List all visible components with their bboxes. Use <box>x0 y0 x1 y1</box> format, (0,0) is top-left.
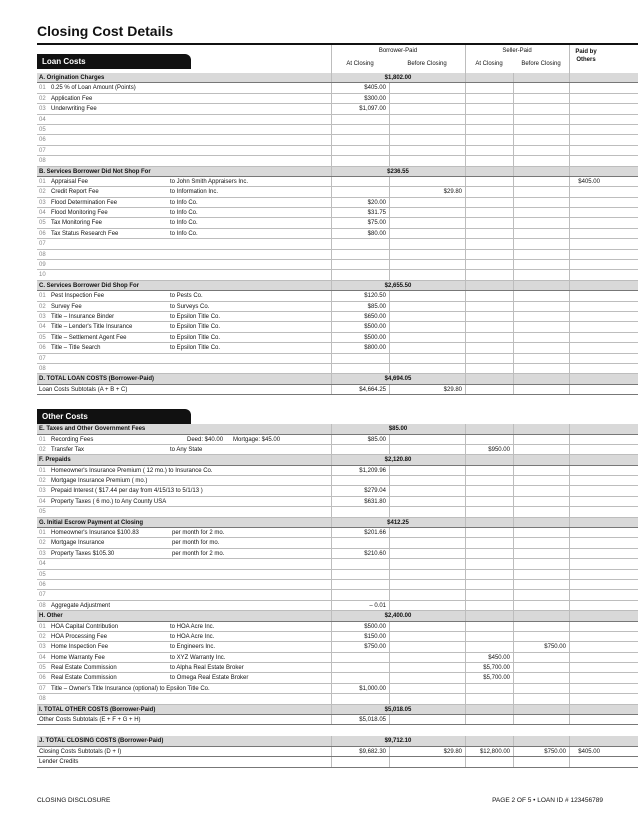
line-number: 05 <box>39 334 46 341</box>
line-number: 06 <box>39 137 46 144</box>
table-row <box>37 528 638 538</box>
per-month: per month for 2 mo. <box>172 530 225 537</box>
line-number: 03 <box>39 313 46 320</box>
table-row <box>37 115 638 125</box>
loan-costs-total <box>37 374 638 384</box>
payee: to Epsilon Title Co. <box>170 345 221 352</box>
footer <box>37 797 603 804</box>
table-row <box>37 653 638 663</box>
closing-cost-page <box>37 0 638 804</box>
subtotal-label: Closing Costs Subtotals (D + I) <box>39 748 122 755</box>
line-description: Credit Report Fee <box>51 189 99 196</box>
section-total: $2,655.50 <box>384 282 412 289</box>
amount-bc: $201.66 <box>364 530 386 537</box>
line-description: 0.25 % of Loan Amount (Points) <box>51 85 136 92</box>
line-number: 02 <box>39 95 46 102</box>
line-description: Title – Owner's Title Insurance (optional) to Epsilon Title Co. <box>51 685 210 692</box>
table-row <box>37 218 638 228</box>
line-number: 10 <box>39 272 46 279</box>
amount-sc: $950.00 <box>488 446 510 453</box>
subtotal-label: Other Costs Subtotals (E + F + G + H) <box>39 717 141 724</box>
amount-po: $405.00 <box>578 748 600 755</box>
per-month: per month for 2 mo. <box>172 550 225 557</box>
table-row <box>37 580 638 590</box>
table-row <box>37 198 638 208</box>
line-description: Homeowner's Insurance Premium ( 12 mo.) to Insurance Co. <box>51 467 213 474</box>
loan-section-heading <box>37 281 638 291</box>
table-row <box>37 507 638 517</box>
amount-bc: $800.00 <box>364 345 386 352</box>
line-description: Application Fee <box>51 95 93 102</box>
line-description: Appraisal Fee <box>51 178 89 185</box>
payee: to Info Co. <box>170 230 198 237</box>
line-number: 04 <box>39 324 46 331</box>
line-number: 01 <box>39 293 46 300</box>
amount-bc: $75.00 <box>367 220 386 227</box>
payee: to Engineers Inc. <box>170 644 216 651</box>
line-number: 02 <box>39 446 46 453</box>
total-label: J. TOTAL CLOSING COSTS (Borrower-Paid) <box>39 738 164 745</box>
amount-bc: $9,682.30 <box>359 748 386 755</box>
payee: to Info Co. <box>170 210 198 217</box>
line-description: Mortgage Insurance Premium ( mo.) <box>51 478 148 485</box>
line-description: Flood Monitoring Fee <box>51 210 108 217</box>
line-description: Real Estate Commission <box>51 675 117 682</box>
line-number: 06 <box>39 230 46 237</box>
loan-section-heading <box>37 73 638 83</box>
line-description: Home Inspection Fee <box>51 644 109 651</box>
amount-bc: $20.00 <box>367 199 386 206</box>
subtotal-before-closing: $29.80 <box>443 386 462 393</box>
amount-po: $405.00 <box>578 178 600 185</box>
section-total: $412.25 <box>387 519 409 526</box>
line-description: Property Taxes $105.30 <box>51 550 115 557</box>
total-label: D. TOTAL LOAN COSTS (Borrower-Paid) <box>39 376 155 383</box>
section-heading: C. Services Borrower Did Shop For <box>39 282 140 289</box>
table-row <box>37 135 638 145</box>
line-description: Underwriting Fee <box>51 106 97 113</box>
paid-by-others-header: Paid by Others <box>575 49 597 63</box>
line-description: Title – Settlement Agent Fee <box>51 334 127 341</box>
amount-sc: $5,700.00 <box>483 665 510 672</box>
line-number: 05 <box>39 665 46 672</box>
section-heading: H. Other <box>39 613 63 620</box>
amount-bc: $85.00 <box>367 303 386 310</box>
table-row <box>37 538 638 548</box>
table-row <box>37 632 638 642</box>
column-header <box>37 45 638 73</box>
line-number: 06 <box>39 581 46 588</box>
total-value: $5,018.05 <box>384 706 412 713</box>
loan-costs-subtotal <box>37 385 638 395</box>
table-row <box>37 229 638 239</box>
line-description: Aggregate Adjustment <box>51 602 111 609</box>
amount-bc: $279.04 <box>364 488 386 495</box>
loan-section-heading <box>37 167 638 177</box>
payee: to Info Co. <box>170 220 198 227</box>
lender-credits-row <box>37 757 638 767</box>
table-row <box>37 673 638 683</box>
line-number: 08 <box>39 365 46 372</box>
payee: to Epsilon Title Co. <box>170 324 221 331</box>
section-g-heading <box>37 518 638 528</box>
payee: to HOA Acre Inc. <box>170 633 215 640</box>
table-row <box>37 622 638 632</box>
amount-bc: $500.00 <box>364 334 386 341</box>
line-number: 05 <box>39 126 46 133</box>
table-row <box>37 239 638 249</box>
line-number: 09 <box>39 262 46 269</box>
line-number: 05 <box>39 509 46 516</box>
closing-costs-subtotal <box>37 747 638 757</box>
amount-bc: $85.00 <box>367 436 386 443</box>
line-number: 08 <box>39 158 46 165</box>
line-number: 01 <box>39 623 46 630</box>
line-description: Home Warranty Fee <box>51 654 105 661</box>
amount-bc: $120.50 <box>364 293 386 300</box>
line-description: Title – Insurance Binder <box>51 313 115 320</box>
line-description: Homeowner's Insurance $100.83 <box>51 530 139 537</box>
amount-bc: $500.00 <box>364 623 386 630</box>
amount-bc: $1,209.96 <box>359 467 386 474</box>
seller-at-closing-header: At Closing <box>475 61 503 67</box>
line-number: 05 <box>39 220 46 227</box>
table-row <box>37 435 638 445</box>
line-number: 06 <box>39 675 46 682</box>
table-row <box>37 125 638 135</box>
table-row <box>37 156 638 166</box>
table-row <box>37 291 638 301</box>
table-row <box>37 497 638 507</box>
line-number: 03 <box>39 106 46 113</box>
table-row <box>37 187 638 197</box>
line-description: Property Taxes ( 6 mo.) to Any County USA <box>51 498 167 505</box>
borrower-paid-header: Borrower-Paid <box>378 48 418 54</box>
amount-bc: $1,097.00 <box>359 106 386 113</box>
line-number: 04 <box>39 561 46 568</box>
line-number: 05 <box>39 571 46 578</box>
closing-costs-total <box>37 736 638 746</box>
table-row <box>37 146 638 156</box>
payee: to Epsilon Title Co. <box>170 313 221 320</box>
section-total: $2,120.80 <box>384 457 412 464</box>
line-number: 02 <box>39 478 46 485</box>
section-total: $1,802.00 <box>384 75 412 81</box>
payee: to XYZ Warranty Inc. <box>170 654 226 661</box>
table-row <box>37 343 638 353</box>
line-number: 07 <box>39 241 46 248</box>
lender-credits-label: Lender Credits <box>39 759 79 766</box>
table-row <box>37 312 638 322</box>
table-row <box>37 466 638 476</box>
amount-bc: $300.00 <box>364 95 386 102</box>
line-number: 07 <box>39 592 46 599</box>
line-description: Prepaid Interest ( $17.44 per day from 4/15/13 to 5/1/13 ) <box>51 488 203 495</box>
table-row <box>37 83 638 93</box>
seller-paid-header: Seller-Paid <box>502 48 532 54</box>
per-month: per month for mo. <box>172 540 220 547</box>
cost-table <box>37 73 638 768</box>
line-number: 01 <box>39 530 46 537</box>
table-row <box>37 260 638 270</box>
footer-right: PAGE 2 OF 5 • LOAN ID # 123456789 <box>492 797 603 804</box>
section-f-heading <box>37 455 638 465</box>
table-row <box>37 694 638 704</box>
table-row <box>37 208 638 218</box>
amount-bc: $650.00 <box>364 313 386 320</box>
footer-left: CLOSING DISCLOSURE <box>37 797 111 804</box>
amount-bc: $1,000.00 <box>359 685 386 692</box>
section-heading: B. Services Borrower Did Not Shop For <box>39 168 151 175</box>
line-number: 01 <box>39 436 46 443</box>
total-value: $9,712.10 <box>384 738 412 745</box>
line-description: Transfer Tax <box>51 446 85 453</box>
amount-bc: $405.00 <box>364 85 386 92</box>
table-row <box>37 333 638 343</box>
line-number: 08 <box>39 602 46 609</box>
table-row <box>37 590 638 600</box>
amount-sc: $12,800.00 <box>479 748 510 755</box>
table-row <box>37 270 638 280</box>
table-row <box>37 94 638 104</box>
amount-bb: $29.80 <box>443 189 462 196</box>
total-label: I. TOTAL OTHER COSTS (Borrower-Paid) <box>39 706 156 713</box>
line-description: Title – Title Search <box>51 345 101 352</box>
loan-costs-tab: Loan Costs <box>37 54 191 69</box>
section-heading: G. Initial Escrow Payment at Closing <box>39 519 144 526</box>
amount-sb: $750.00 <box>544 644 566 651</box>
table-row <box>37 663 638 673</box>
amount-bc: – 0.01 <box>369 602 386 609</box>
line-description: Flood Determination Fee <box>51 199 118 206</box>
line-number: 01 <box>39 85 46 92</box>
line-number: 06 <box>39 345 46 352</box>
payee: to Pests Co. <box>170 293 203 300</box>
line-number: 02 <box>39 540 46 547</box>
table-row <box>37 364 638 374</box>
table-row <box>37 476 638 486</box>
table-row <box>37 684 638 694</box>
borrower-at-closing-header: At Closing <box>346 61 374 67</box>
line-description: Mortgage Insurance <box>51 540 105 547</box>
line-number: 03 <box>39 550 46 557</box>
section-total: $2,400.00 <box>384 613 412 620</box>
table-row <box>37 104 638 114</box>
table-row <box>37 445 638 455</box>
table-row <box>37 642 638 652</box>
seller-before-closing-header: Before Closing <box>521 61 561 67</box>
line-description: Title – Lender's Title Insurance <box>51 324 133 331</box>
line-number: 07 <box>39 355 46 362</box>
line-description: Recording Fees <box>51 436 94 443</box>
table-row <box>37 601 638 611</box>
payee: to HOA Acre Inc. <box>170 623 215 630</box>
table-row <box>37 177 638 187</box>
table-row <box>37 559 638 569</box>
amount-bb: $29.80 <box>443 748 462 755</box>
payee: to Info Co. <box>170 199 198 206</box>
amount-sc: $5,700.00 <box>483 675 510 682</box>
line-number: 02 <box>39 189 46 196</box>
line-number: 02 <box>39 633 46 640</box>
payee: to Surveys Co. <box>170 303 210 310</box>
line-number: 04 <box>39 654 46 661</box>
line-description: Pest Inspection Fee <box>51 293 105 300</box>
amount-bc: $80.00 <box>367 230 386 237</box>
amount-bc: $631.80 <box>364 498 386 505</box>
line-description: HOA Processing Fee <box>51 633 108 640</box>
line-number: 03 <box>39 488 46 495</box>
table-row <box>37 486 638 496</box>
amount-bc: $210.60 <box>364 550 386 557</box>
payee: to Information Inc. <box>170 189 219 196</box>
line-number: 08 <box>39 696 46 703</box>
line-number: 02 <box>39 303 46 310</box>
page-title: Closing Cost Details <box>37 23 174 39</box>
table-row <box>37 570 638 580</box>
line-description: Survey Fee <box>51 303 82 310</box>
section-heading: A. Origination Charges <box>39 75 105 81</box>
deed-amount: Deed: $40.00 <box>187 436 224 443</box>
table-row <box>37 549 638 559</box>
subtotal-at-closing: $5,018.05 <box>359 717 386 724</box>
subtotal-label: Loan Costs Subtotals (A + B + C) <box>39 386 128 393</box>
section-total: $85.00 <box>388 426 408 433</box>
amount-bc: $31.75 <box>367 210 386 217</box>
payee: to John Smith Appraisers Inc. <box>170 178 249 185</box>
line-number: 07 <box>39 685 46 692</box>
amount-bc: $150.00 <box>364 633 386 640</box>
section-total: $236.55 <box>387 168 409 175</box>
table-row <box>37 250 638 260</box>
other-costs-tab: Other Costs <box>37 409 191 424</box>
line-number: 07 <box>39 147 46 154</box>
amount-bc: $500.00 <box>364 324 386 331</box>
subtotal-at-closing: $4,664.25 <box>359 386 386 393</box>
mortgage-amount: Mortgage: $45.00 <box>233 436 281 443</box>
amount-bc: $750.00 <box>364 644 386 651</box>
section-h-heading <box>37 611 638 621</box>
line-description: Real Estate Commission <box>51 665 117 672</box>
line-description: HOA Capital Contribution <box>51 623 119 630</box>
section-heading: F. Prepaids <box>39 457 71 464</box>
borrower-before-closing-header: Before Closing <box>407 61 447 67</box>
line-number: 03 <box>39 199 46 206</box>
table-row <box>37 302 638 312</box>
line-number: 04 <box>39 498 46 505</box>
payee: to Any State <box>170 446 203 453</box>
amount-sc: $450.00 <box>488 654 510 661</box>
other-costs-subtotal <box>37 715 638 725</box>
total-value: $4,694.05 <box>384 376 412 383</box>
table-row <box>37 322 638 332</box>
amount-sb: $750.00 <box>544 748 566 755</box>
line-description: Tax Monitoring Fee <box>51 220 103 227</box>
payee: to Omega Real Estate Broker <box>170 675 249 682</box>
section-e-heading <box>37 424 638 434</box>
table-row <box>37 354 638 364</box>
line-number: 01 <box>39 467 46 474</box>
other-costs-total <box>37 705 638 715</box>
line-number: 01 <box>39 178 46 185</box>
line-number: 04 <box>39 210 46 217</box>
payee: to Alpha Real Estate Broker <box>170 665 244 672</box>
section-heading: E. Taxes and Other Government Fees <box>39 426 146 433</box>
line-number: 08 <box>39 251 46 258</box>
line-number: 03 <box>39 644 46 651</box>
line-number: 04 <box>39 116 46 123</box>
payee: to Epsilon Title Co. <box>170 334 221 341</box>
line-description: Tax Status Research Fee <box>51 230 119 237</box>
